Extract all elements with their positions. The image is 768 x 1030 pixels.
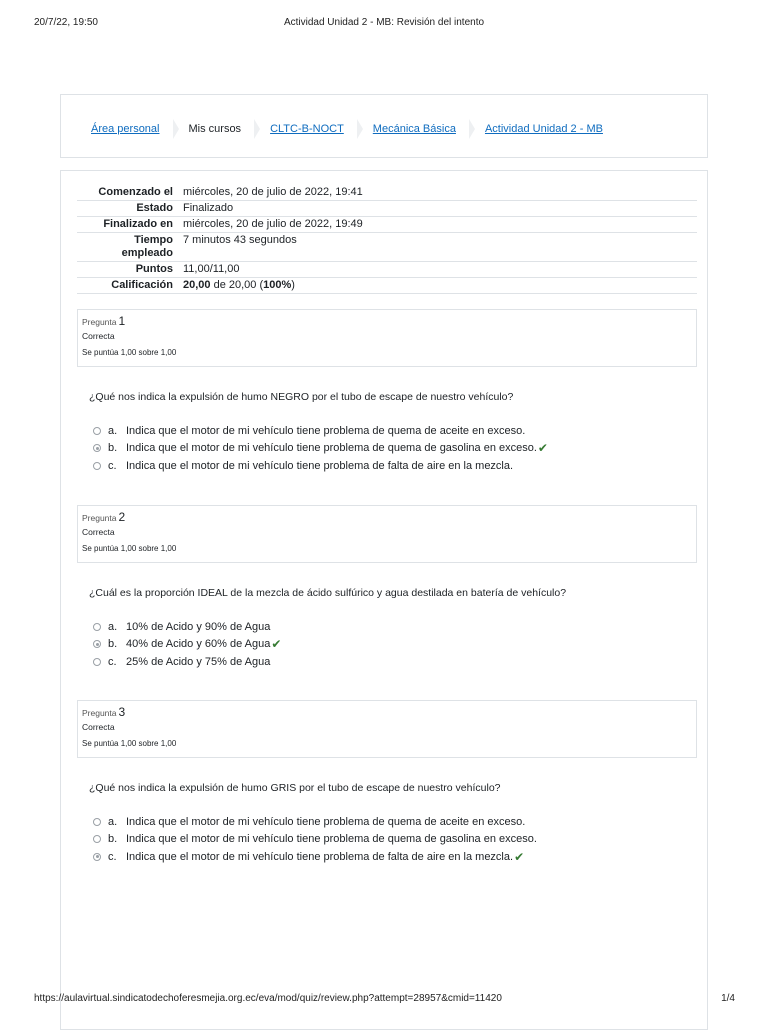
question-text-1: ¿Qué nos indica la expulsión de humo NEGRO por el tubo de escape de nuestro vehículo? bbox=[89, 391, 514, 403]
radio-icon bbox=[93, 818, 101, 826]
radio-icon bbox=[93, 853, 101, 861]
marks-label: Puntos bbox=[77, 262, 177, 278]
answer-option-1-a bbox=[93, 422, 525, 439]
summary-row-marks bbox=[77, 262, 697, 278]
answer-text: Indica que el motor de mi vehículo tiene problema de quema de gasolina en exceso. bbox=[126, 833, 537, 845]
radio-icon bbox=[93, 640, 101, 648]
answer-option-3-b bbox=[93, 831, 537, 848]
answer-option-3-a bbox=[93, 813, 525, 830]
answer-option-3-c bbox=[93, 848, 524, 865]
breadcrumb-separator-icon bbox=[469, 119, 475, 139]
answer-text: Indica que el motor de mi vehículo tiene problema de quema de aceite en exceso. bbox=[126, 815, 526, 828]
grade-score: 20,00 bbox=[183, 279, 211, 291]
breadcrumb-item-area-personal[interactable]: Área personal bbox=[91, 123, 160, 135]
question-grade: Se puntúa 1,00 sobre 1,00 bbox=[82, 739, 177, 748]
print-header bbox=[0, 17, 768, 31]
answer-text: 10% de Acido y 90% de Agua bbox=[126, 620, 271, 633]
question-info-3 bbox=[77, 700, 697, 758]
question-state: Correcta bbox=[82, 527, 115, 537]
breadcrumb-separator-icon bbox=[254, 119, 260, 139]
answer-letter: b. bbox=[108, 442, 118, 454]
print-page-title: Actividad Unidad 2 - MB: Revisión del intento bbox=[283, 17, 485, 28]
question-number-value: 2 bbox=[118, 510, 126, 524]
breadcrumb-item-section[interactable]: Mecánica Básica bbox=[372, 123, 456, 135]
summary-row-completed bbox=[77, 217, 697, 233]
answer-letter: c. bbox=[108, 850, 117, 863]
time-taken-value: 7 minutos 43 segundos bbox=[177, 233, 697, 262]
answer-text: 40% de Acido y 60% de Agua bbox=[126, 638, 271, 650]
check-icon: ✔ bbox=[514, 849, 525, 864]
question-prefix: Pregunta bbox=[82, 708, 117, 718]
quiz-review-card bbox=[60, 170, 708, 1030]
summary-row-state bbox=[77, 201, 697, 217]
question-prefix: Pregunta bbox=[82, 317, 117, 327]
radio-icon bbox=[93, 427, 101, 435]
marks-value: 11,00/11,00 bbox=[177, 262, 697, 278]
answer-letter: b. bbox=[108, 638, 118, 650]
radio-icon bbox=[93, 462, 101, 470]
question-state: Correcta bbox=[82, 722, 115, 732]
breadcrumb-item-mis-cursos: Mis cursos bbox=[188, 123, 242, 135]
radio-icon bbox=[93, 444, 101, 452]
attempt-summary-table bbox=[77, 185, 697, 294]
completed-label: Finalizado en bbox=[77, 217, 177, 233]
answer-text: Indica que el motor de mi vehículo tiene problema de quema de gasolina en exceso. bbox=[126, 442, 537, 454]
started-label: Comenzado el bbox=[98, 186, 173, 198]
answer-text: Indica que el motor de mi vehículo tiene problema de falta de aire en la mezcla. bbox=[126, 459, 514, 472]
grade-max: de 20,00 ( bbox=[210, 279, 264, 291]
question-grade: Se puntúa 1,00 sobre 1,00 bbox=[82, 544, 177, 553]
breadcrumb bbox=[91, 119, 603, 139]
grade-label: Calificación bbox=[77, 278, 177, 294]
summary-row-grade bbox=[77, 278, 697, 294]
question-number-value: 3 bbox=[118, 705, 126, 719]
check-icon: ✔ bbox=[537, 441, 548, 455]
question-number bbox=[82, 314, 125, 328]
question-info-1 bbox=[77, 309, 697, 367]
answer-text: Indica que el motor de mi vehículo tiene problema de quema de aceite en exceso. bbox=[126, 424, 526, 437]
completed-value: miércoles, 20 de julio de 2022, 19:49 bbox=[177, 217, 697, 233]
breadcrumb-card bbox=[60, 94, 708, 158]
question-text-3: ¿Qué nos indica la expulsión de humo GRIS por el tubo de escape de nuestro vehículo? bbox=[89, 782, 501, 794]
time-taken-label-line-1: Tiempo bbox=[134, 234, 173, 246]
breadcrumb-separator-icon bbox=[173, 119, 179, 139]
answer-letter: a. bbox=[108, 620, 118, 633]
breadcrumb-item-activity[interactable]: Actividad Unidad 2 - MB bbox=[484, 123, 603, 135]
question-grade: Se puntúa 1,00 sobre 1,00 bbox=[82, 348, 177, 357]
state-value: Finalizado bbox=[177, 201, 697, 217]
answer-letter: c. bbox=[108, 459, 117, 472]
started-value: miércoles, 20 de julio de 2022, 19:41 bbox=[183, 186, 363, 198]
answer-option-2-c bbox=[93, 653, 270, 670]
answer-letter: a. bbox=[108, 815, 118, 828]
radio-icon bbox=[93, 623, 101, 631]
answer-option-1-b bbox=[93, 440, 548, 457]
grade-close: ) bbox=[291, 279, 295, 291]
answer-option-2-a bbox=[93, 618, 270, 635]
question-state: Correcta bbox=[82, 331, 115, 341]
breadcrumb-separator-icon bbox=[357, 119, 363, 139]
answer-letter: a. bbox=[108, 424, 118, 437]
answer-option-2-b bbox=[93, 636, 281, 653]
state-label: Estado bbox=[77, 201, 177, 217]
answer-option-1-c bbox=[93, 457, 513, 474]
answer-letter: c. bbox=[108, 655, 117, 668]
radio-icon bbox=[93, 658, 101, 666]
question-info-2 bbox=[77, 505, 697, 563]
radio-icon bbox=[93, 835, 101, 843]
print-page-number: 1/4 bbox=[721, 993, 735, 1004]
print-footer bbox=[0, 993, 768, 1007]
question-prefix: Pregunta bbox=[82, 513, 117, 523]
grade-percent: 100% bbox=[263, 279, 292, 291]
question-number bbox=[82, 705, 125, 719]
answer-letter: b. bbox=[108, 833, 118, 845]
summary-row-started bbox=[77, 185, 697, 201]
answer-text: Indica que el motor de mi vehículo tiene problema de falta de aire en la mezcla. bbox=[126, 850, 514, 863]
time-taken-label-line-2: empleado bbox=[121, 247, 173, 259]
summary-row-time bbox=[77, 233, 697, 262]
question-number-value: 1 bbox=[118, 314, 126, 328]
question-text-2: ¿Cuál es la proporción IDEAL de la mezcla de ácido sulfúrico y agua destilada en batería de vehículo? bbox=[89, 587, 567, 599]
breadcrumb-item-course[interactable]: CLTC-B-NOCT bbox=[270, 123, 344, 135]
question-number bbox=[82, 510, 125, 524]
print-datetime: 20/7/22, 19:50 bbox=[34, 17, 98, 28]
answer-text: 25% de Acido y 75% de Agua bbox=[126, 655, 271, 668]
grade-value bbox=[177, 278, 697, 294]
check-icon: ✔ bbox=[271, 637, 282, 651]
print-url: https://aulavirtual.sindicatodechoferesmejia.org.ec/eva/mod/quiz/review.php?attempt=28957&cmid=11420 bbox=[34, 993, 502, 1004]
time-taken-label bbox=[77, 233, 177, 262]
